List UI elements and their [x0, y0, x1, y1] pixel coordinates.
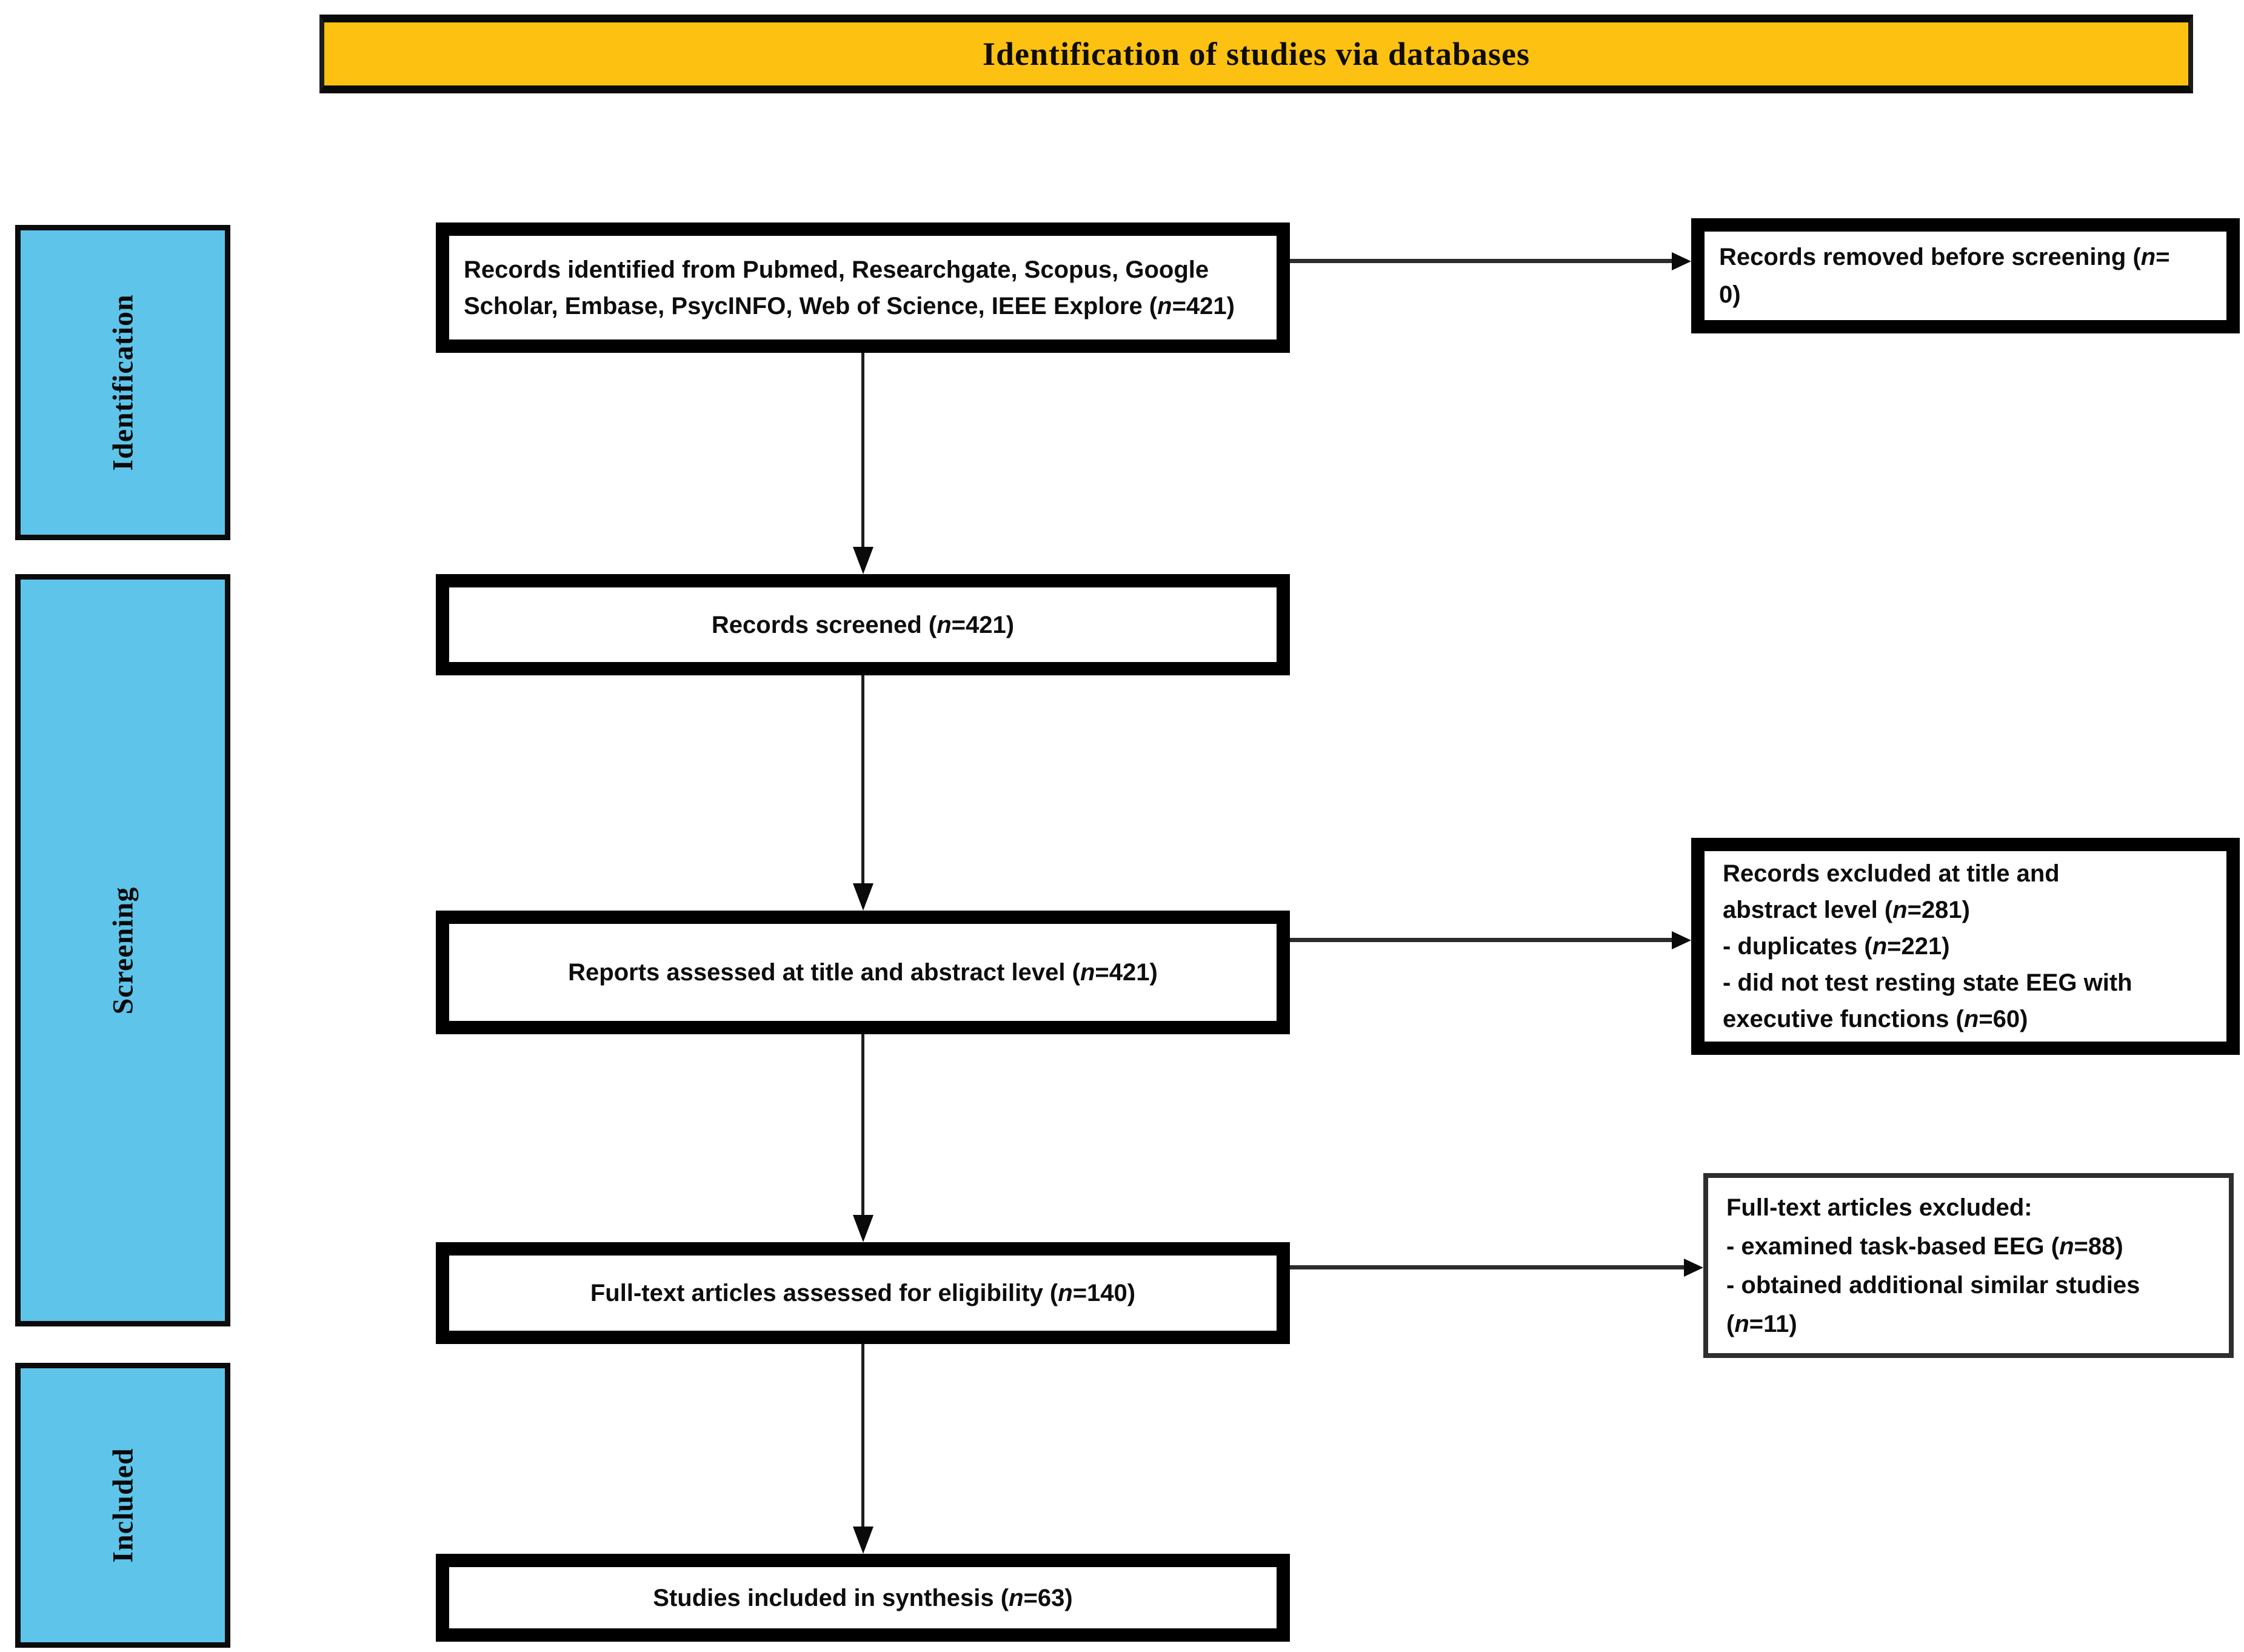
stage-label-screening: Screening: [107, 886, 139, 1014]
box-text-line: - did not test resting state EEG with: [1723, 969, 2132, 996]
box-text-line: Records removed before screening (n=: [1719, 244, 2170, 270]
arrow-line-assessed-to-excluded: [1290, 938, 1673, 942]
box-text-line: - duplicates (n=221): [1723, 933, 1950, 960]
box-text-line: 0): [1719, 281, 1741, 308]
arrow-line-assessed-to-fulltext: [861, 1034, 864, 1216]
box-text-line: Records identified from Pubmed, Researchgate, Scopus, Google: [464, 256, 1209, 283]
side-box-records-excluded: [1691, 838, 2240, 1055]
side-box-records-removed: [1691, 218, 2240, 333]
arrow-line-identified-to-removed: [1290, 259, 1673, 263]
arrow-line-identified-to-screened: [861, 353, 864, 548]
arrowhead-down-icon: [853, 547, 873, 574]
box-text-line: (n=11): [1726, 1310, 1797, 1337]
arrowhead-down-icon: [853, 1215, 873, 1242]
arrow-line-screened-to-assessed: [861, 675, 864, 885]
box-text: Reports assessed at title and abstract level (n=421): [568, 959, 1158, 986]
box-text-line: - obtained additional similar studies: [1726, 1271, 2140, 1299]
arrowhead-right-icon: [1672, 252, 1691, 270]
arrowhead-right-icon: [1684, 1259, 1703, 1277]
arrowhead-down-icon: [853, 1527, 873, 1554]
flow-box-fulltext-assessed: [436, 1242, 1290, 1344]
box-text-line: Records excluded at title and: [1723, 860, 2060, 887]
arrowhead-right-icon: [1672, 931, 1691, 949]
box-text: Studies included in synthesis (n=63): [653, 1584, 1073, 1611]
flow-box-studies-included: [436, 1554, 1290, 1642]
box-text-line: - examined task-based EEG (n=88): [1726, 1232, 2123, 1260]
flow-box-reports-assessed: [436, 911, 1290, 1034]
sidebar-stage-included: [15, 1363, 230, 1648]
box-text-line: Full-text articles excluded:: [1726, 1194, 2032, 1221]
sidebar-stage-identification: [15, 225, 230, 540]
box-text-line: Scholar, Embase, PsycINFO, Web of Science, IEEE Explore (n=421): [464, 292, 1235, 319]
box-text-line: executive functions (n=60): [1723, 1006, 2028, 1032]
arrow-line-fulltext-to-ftexcluded: [1290, 1265, 1685, 1269]
flow-box-records-identified: [436, 222, 1290, 353]
arrow-line-fulltext-to-included: [861, 1344, 864, 1528]
header-banner: [319, 15, 2193, 93]
box-text: Full-text articles assessed for eligibility (n=140): [590, 1280, 1136, 1306]
box-text-line: abstract level (n=281): [1723, 897, 1970, 923]
sidebar-stage-screening: [15, 574, 230, 1326]
flow-box-records-screened: [436, 574, 1290, 675]
side-box-fulltext-excluded: [1703, 1173, 2234, 1358]
arrowhead-down-icon: [853, 883, 873, 911]
stage-label-included: Included: [107, 1448, 139, 1563]
stage-label-identification: Identification: [107, 294, 139, 471]
box-text: Records screened (n=421): [711, 611, 1015, 638]
header-title: Identification of studies via databases: [982, 36, 1531, 72]
